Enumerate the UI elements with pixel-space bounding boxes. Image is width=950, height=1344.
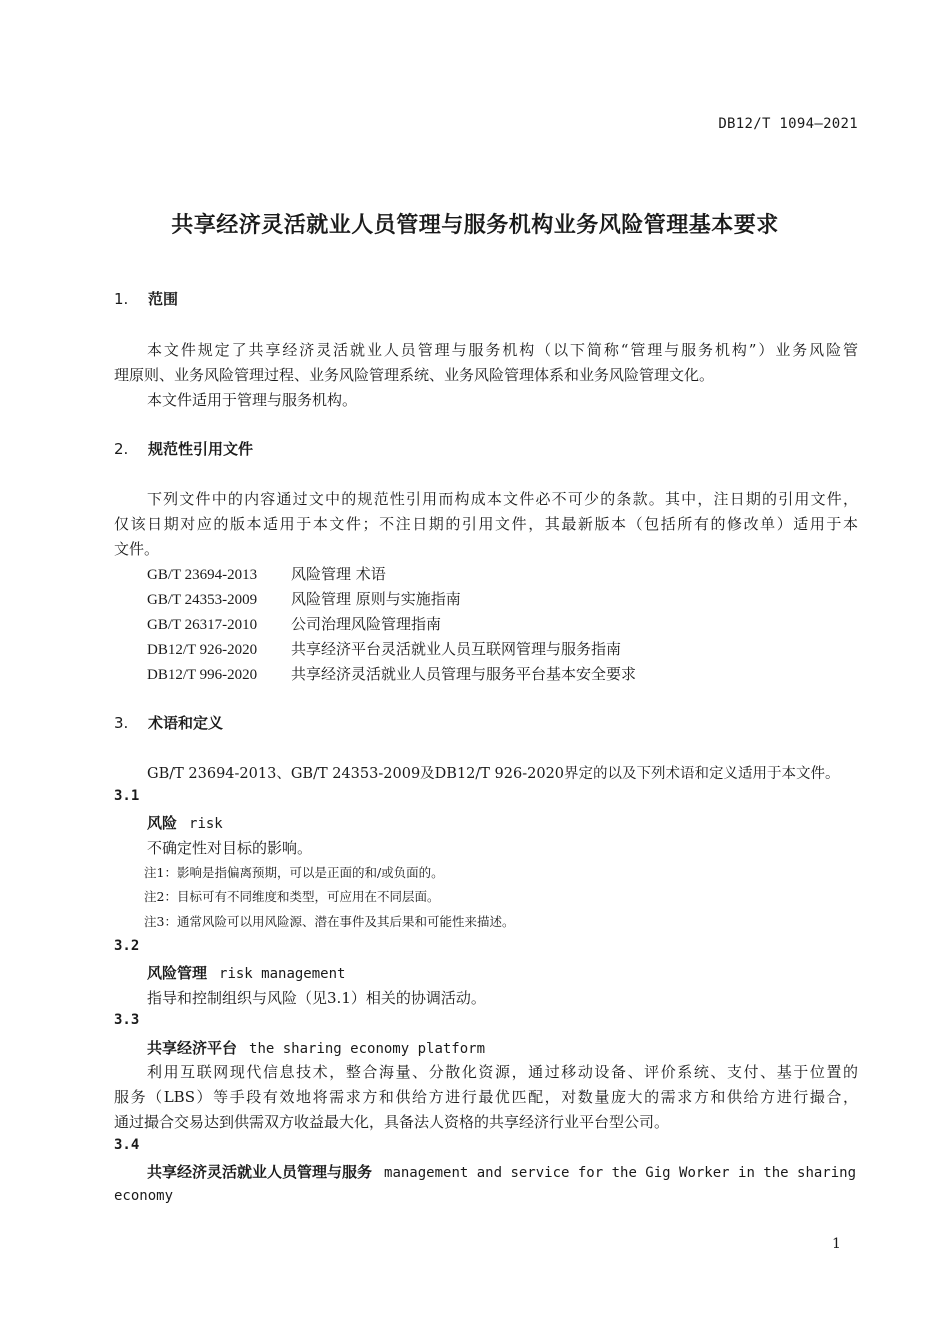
section-title: 规范性引用文件	[148, 440, 254, 458]
term-note: 注1：影响是指偏离预期，可以是正面的和/或负面的。	[144, 865, 444, 880]
reference-title: 共享经济平台灵活就业人员互联网管理与服务指南	[291, 640, 622, 658]
reference-code: GB/T 23694-2013	[147, 567, 258, 583]
reference-item	[147, 563, 386, 584]
section-number: 2.	[114, 440, 129, 458]
term-en-continued: economy	[114, 1188, 174, 1204]
reference-code: GB/T 26317-2010	[147, 617, 258, 633]
term-zh: 风险管理	[147, 964, 208, 982]
section-title: 范围	[148, 290, 179, 308]
term-en: management and service for the Gig Worker in the sharing	[384, 1165, 857, 1181]
paragraph-line: 仅该日期对应的版本适用于本文件；不注日期的引用文件，其最新版本（包括所有的修改单）适用于本	[114, 515, 858, 533]
section-heading-normative-references	[114, 438, 253, 459]
paragraph-line: 文件。	[114, 540, 160, 558]
term-zh: 风险	[147, 814, 178, 832]
term-number: 3.1	[114, 788, 140, 804]
reference-item	[147, 588, 461, 609]
reference-title: 公司治理风险管理指南	[291, 615, 442, 633]
term-entry	[147, 1161, 856, 1182]
reference-code: GB/T 24353-2009	[147, 592, 258, 608]
reference-item	[147, 613, 441, 634]
paragraph-line: 下列文件中的内容通过文中的规范性引用而构成本文件必不可少的条款。其中，注日期的引用文件，	[147, 490, 858, 508]
term-entry	[147, 812, 223, 833]
reference-title: 共享经济灵活就业人员管理与服务平台基本安全要求	[291, 665, 637, 683]
paragraph-line: 本文件规定了共享经济灵活就业人员管理与服务机构（以下简称“管理与服务机构”）业务风险管	[147, 341, 858, 359]
section-number: 1.	[114, 290, 129, 308]
term-entry	[147, 1037, 485, 1058]
term-en: risk	[189, 816, 223, 832]
term-number: 3.3	[114, 1012, 140, 1028]
term-zh: 共享经济灵活就业人员管理与服务	[147, 1163, 373, 1181]
section-number: 3.	[114, 714, 129, 732]
term-definition-line: 通过撮合交易达到供需双方收益最大化，具备法人资格的共享经济行业平台型公司。	[114, 1113, 670, 1131]
term-entry-continued	[114, 1186, 173, 1204]
reference-code: DB12/T 996-2020	[147, 667, 258, 683]
term-definition: 指导和控制组织与风险（见3.1）相关的协调活动。	[147, 989, 486, 1007]
term-number: 3.4	[114, 1137, 140, 1153]
terms-intro: GB/T 23694-2013、GB/T 24353-2009及DB12/T 926-2020界定的以及下列术语和定义适用于本文件。	[147, 766, 840, 782]
reference-title: 风险管理 原则与实施指南	[291, 590, 461, 608]
term-en: risk management	[219, 966, 346, 982]
section-title: 术语和定义	[148, 714, 224, 732]
term-definition-line: 利用互联网现代信息技术，整合海量、分散化资源，通过移动设备、评价系统、支付、基于位置的	[147, 1063, 858, 1081]
page-number: 1	[832, 1236, 841, 1252]
paragraph-line: 理原则、业务风险管理过程、业务风险管理系统、业务风险管理体系和业务风险管理文化。	[114, 366, 715, 384]
term-entry	[147, 962, 345, 983]
term-zh: 共享经济平台	[147, 1039, 238, 1057]
reference-code: DB12/T 926-2020	[147, 642, 258, 658]
reference-item	[147, 663, 636, 684]
section-heading-terms	[114, 712, 223, 733]
term-number: 3.2	[114, 938, 140, 954]
paragraph-line: 本文件适用于管理与服务机构。	[147, 391, 358, 409]
term-note: 注3：通常风险可以用风险源、潜在事件及其后果和可能性来描述。	[144, 914, 515, 929]
document-number: DB12/T 1094—2021	[718, 116, 858, 132]
section-heading-scope	[114, 288, 178, 309]
reference-title: 风险管理 术语	[291, 565, 386, 583]
reference-item	[147, 638, 621, 659]
term-definition: 不确定性对目标的影响。	[147, 839, 313, 857]
term-en: the sharing economy platform	[249, 1041, 486, 1057]
term-note: 注2：目标可有不同维度和类型，可应用在不同层面。	[144, 889, 440, 904]
document-title: 共享经济灵活就业人员管理与服务机构业务风险管理基本要求	[171, 213, 779, 238]
term-definition-line: 服务（LBS）等手段有效地将需求方和供给方进行最优匹配，对数量庞大的需求方和供给方进行撮合，	[114, 1088, 858, 1106]
